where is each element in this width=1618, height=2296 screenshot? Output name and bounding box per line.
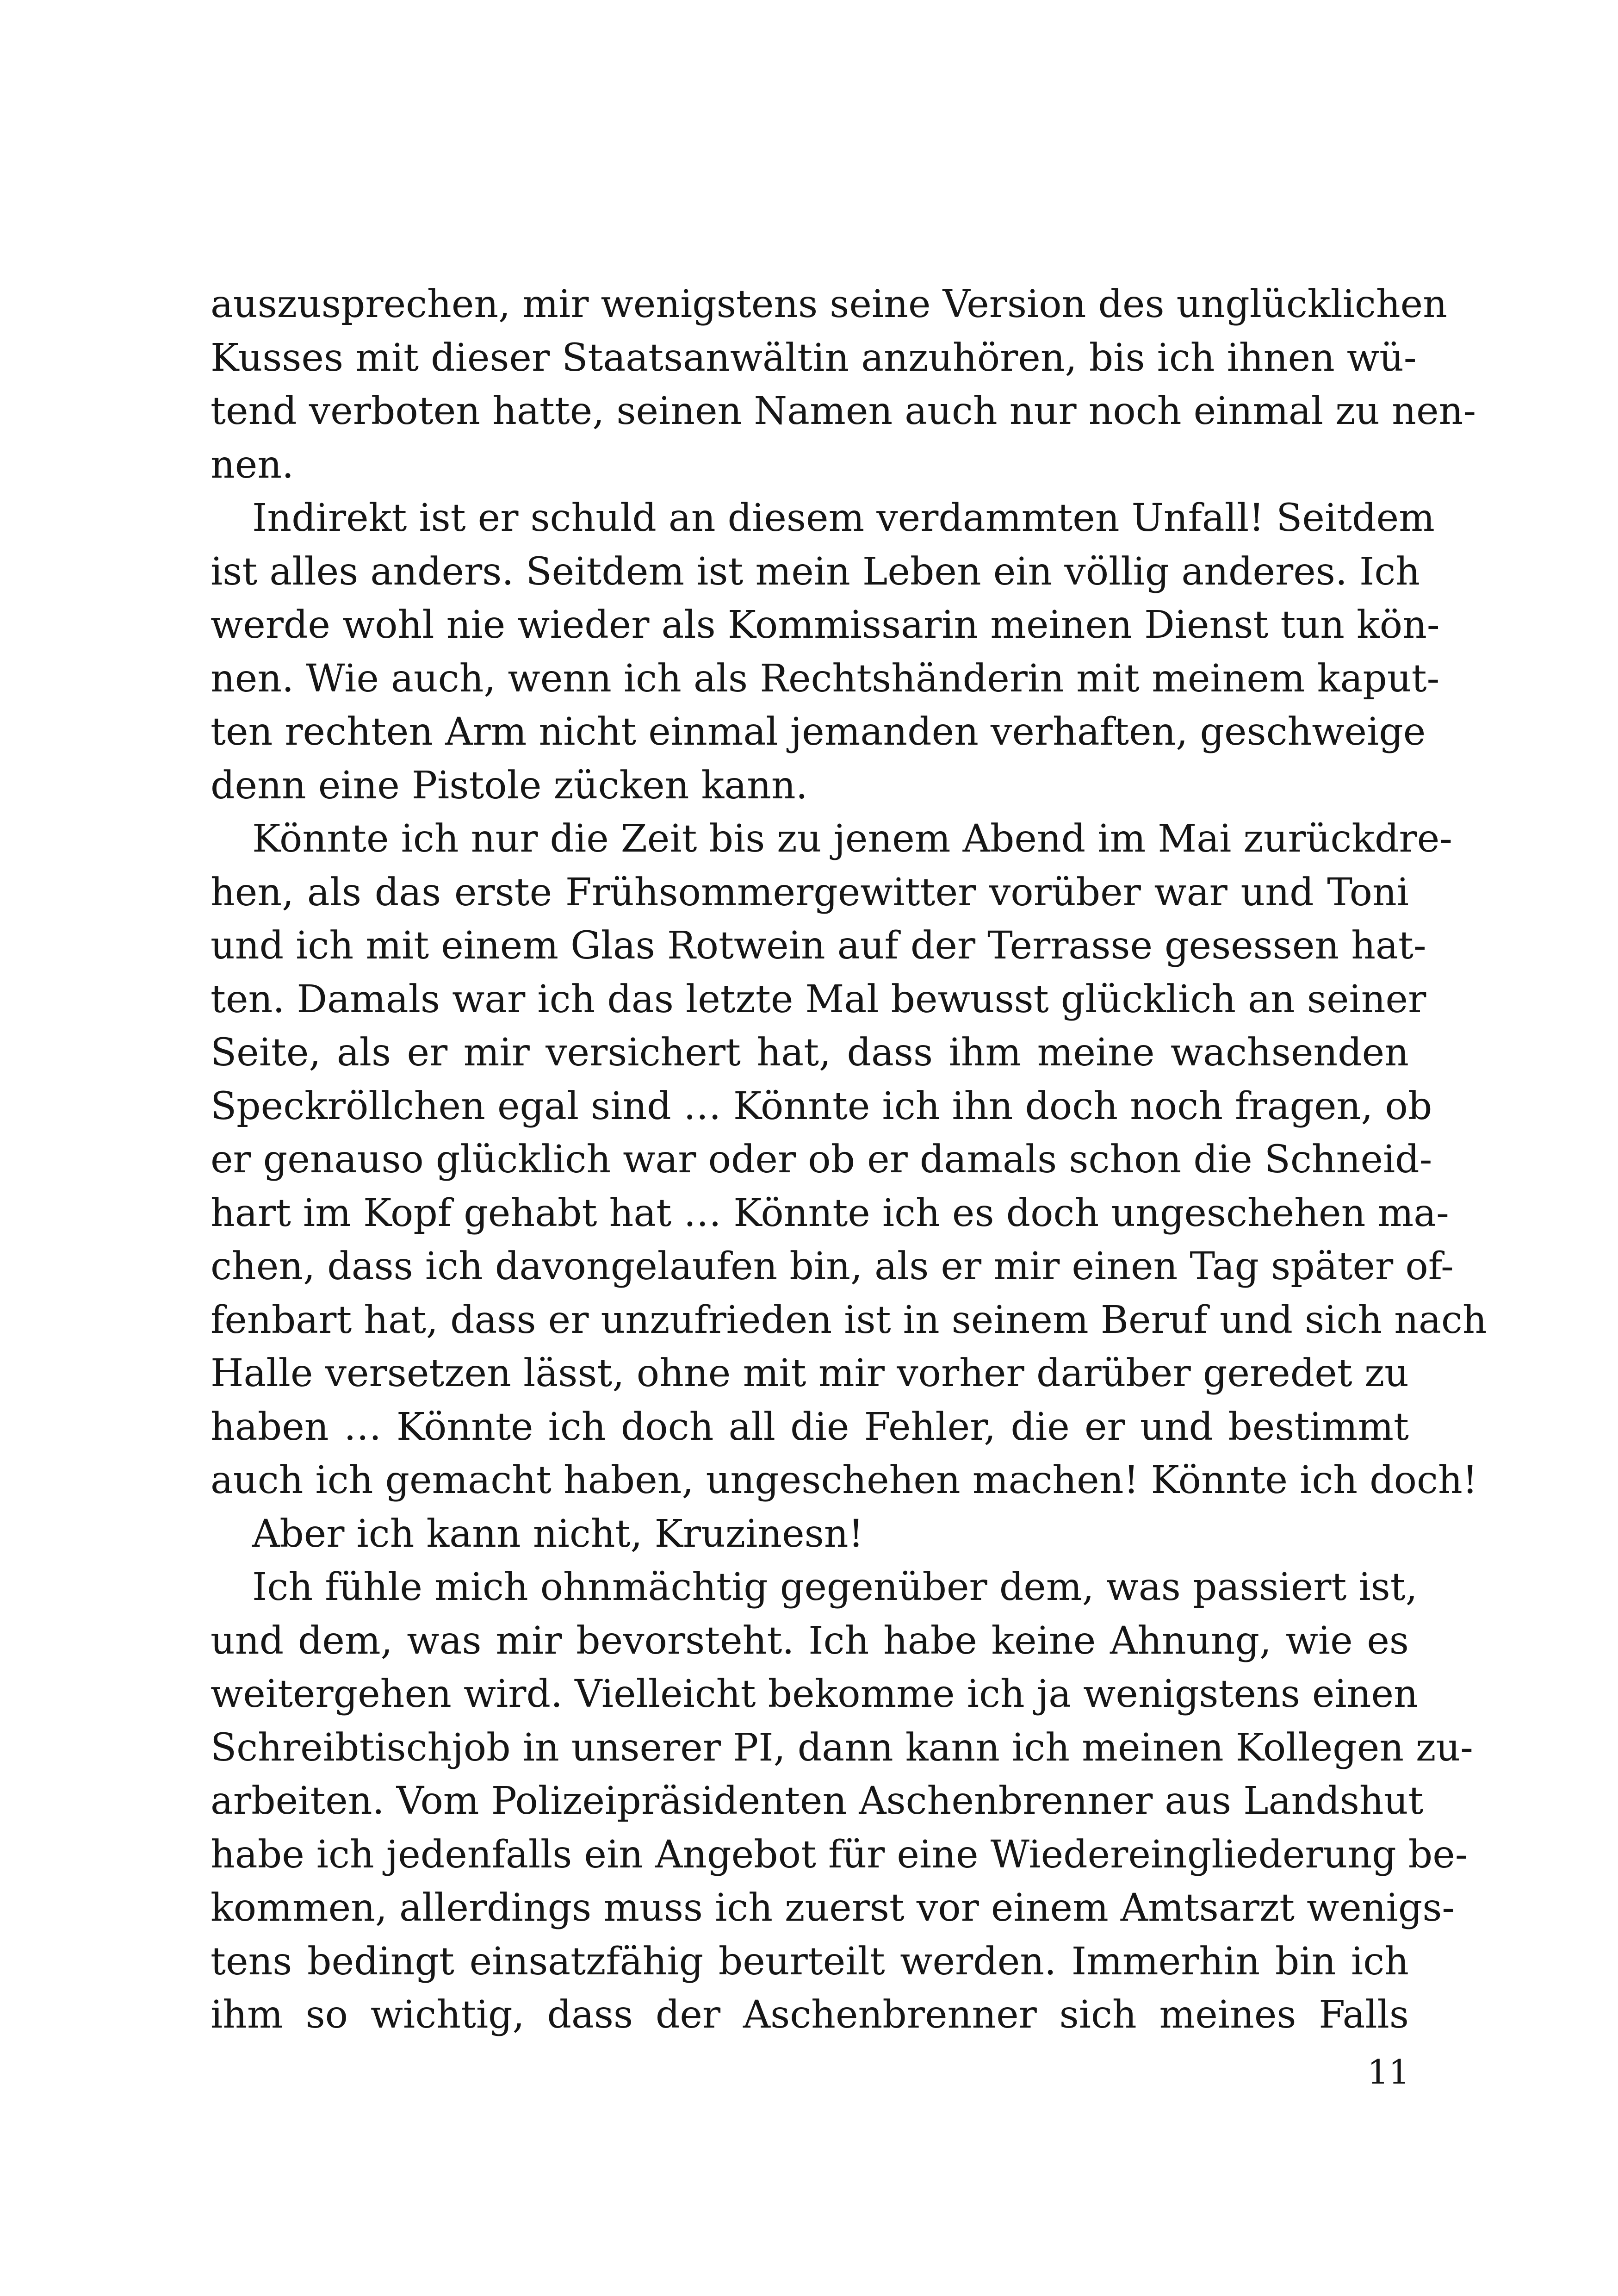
text-line: habe ich jedenfalls ein Angebot für eine Wiedereingliederung be- (211, 1832, 1468, 1877)
text-line: Halle versetzen lässt, ohne mit mir vorher darüber geredet zu (211, 1351, 1409, 1395)
text-line: Ich fühle mich ohnmächtig gegenüber dem, was passiert ist, (252, 1565, 1418, 1609)
text-line: Indirekt ist er schuld an diesem verdammten Unfall! Seitdem (252, 496, 1435, 540)
text-line: Aber ich kann nicht, Kruzinesn! (252, 1512, 864, 1556)
text-line: er genauso glücklich war oder ob er damals schon die Schneid- (211, 1138, 1432, 1182)
text-line: Schreibtischjob in unserer PI, dann kann ich meinen Kollegen zu- (211, 1725, 1473, 1770)
text-line: arbeiten. Vom Polizeipräsidenten Aschenbrenner aus Landshut (211, 1779, 1424, 1823)
text-line: kommen, allerdings muss ich zuerst vor einem Amtsarzt wenigs- (211, 1886, 1455, 1930)
text-line: Seite, als er mir versichert hat, dass ihm meine wachsenden (211, 1031, 1409, 1075)
page-number: 11 (1367, 2053, 1410, 2091)
text-line: und ich mit einem Glas Rotwein auf der Terrasse gesessen hat- (211, 924, 1426, 968)
text-line: chen, dass ich davongelaufen bin, als er mir einen Tag später of- (211, 1244, 1454, 1288)
text-line: und dem, was mir bevorsteht. Ich habe keine Ahnung, wie es (211, 1618, 1409, 1663)
text-line: auch ich gemacht haben, ungeschehen machen! Könnte ich doch! (211, 1458, 1478, 1502)
text-line: hart im Kopf gehabt hat … Könnte ich es doch ungeschehen ma- (211, 1191, 1449, 1235)
text-line: ten rechten Arm nicht einmal jemanden verhaften, geschweige (211, 710, 1426, 754)
text-line: ten. Damals war ich das letzte Mal bewusst glücklich an seiner (211, 977, 1426, 1021)
text-line: hen, als das erste Frühsommergewitter vorüber war und Toni (211, 870, 1409, 915)
text-line: haben … Könnte ich doch all die Fehler, die er und bestimmt (211, 1405, 1409, 1449)
text-line: Kusses mit dieser Staatsanwältin anzuhören, bis ich ihnen wü- (211, 336, 1417, 380)
text-line: ist alles anders. Seitdem ist mein Leben ein völlig anderes. Ich (211, 549, 1420, 594)
text-line: werde wohl nie wieder als Kommissarin meinen Dienst tun kön- (211, 603, 1440, 647)
text-line: ihm so wichtig, dass der Aschenbrenner sich meines Falls (211, 1993, 1409, 2037)
text-line: Speckröllchen egal sind … Könnte ich ihn doch noch fragen, ob (211, 1084, 1432, 1128)
text-line: tend verboten hatte, seinen Namen auch nur noch einmal zu nen- (211, 389, 1476, 433)
body-text (211, 278, 1487, 2042)
text-line: weitergehen wird. Vielleicht bekomme ich ja wenigstens einen (211, 1672, 1418, 1716)
text-line: tens bedingt einsatzfähig beurteilt werden. Immerhin bin ich (211, 1939, 1409, 1984)
text-line: Könnte ich nur die Zeit bis zu jenem Abend im Mai zurückdre- (252, 817, 1452, 861)
text-line: denn eine Pistole zücken kann. (211, 763, 808, 808)
text-line: auszusprechen, mir wenigstens seine Version des unglücklichen (211, 282, 1447, 326)
text-line: nen. Wie auch, wenn ich als Rechtshänderin mit meinem kaput- (211, 656, 1440, 701)
text-line: nen. (211, 442, 294, 487)
text-line: fenbart hat, dass er unzufrieden ist in seinem Beruf und sich nach (211, 1298, 1487, 1342)
